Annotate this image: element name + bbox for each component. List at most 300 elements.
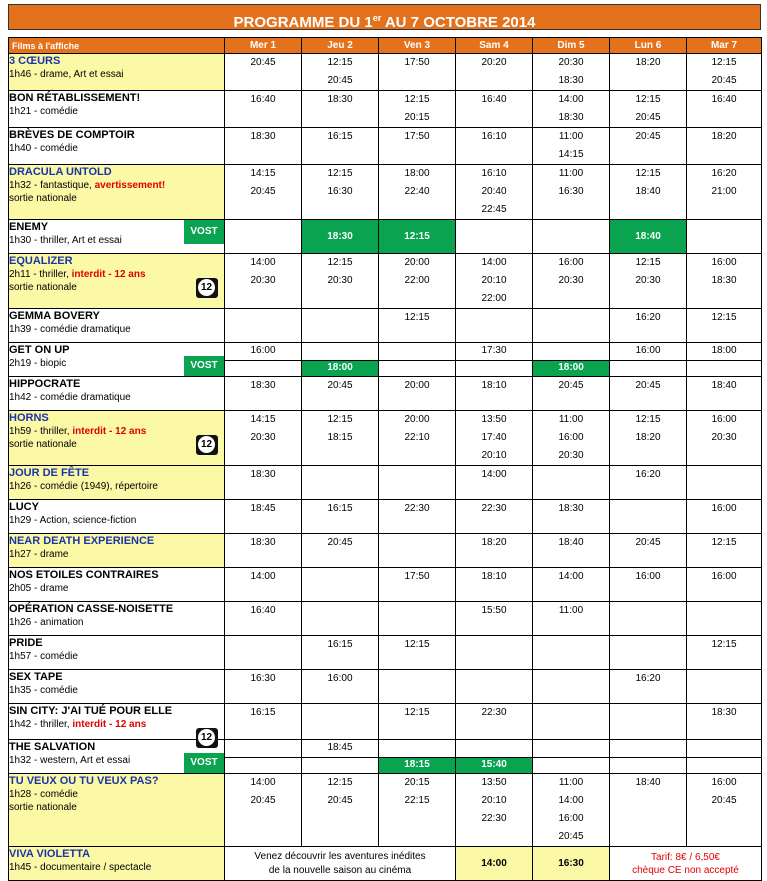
- showtime[interactable]: 12:15: [635, 414, 661, 425]
- film-row: [9, 602, 762, 636]
- showtime[interactable]: 18:00: [711, 345, 737, 357]
- showtime[interactable]: [379, 360, 455, 377]
- showtime[interactable]: 12:15: [635, 257, 661, 268]
- showtime-vost[interactable]: 18:00: [302, 360, 378, 377]
- showtime[interactable]: 11:00: [558, 131, 584, 142]
- showtime[interactable]: 20:10: [481, 450, 507, 461]
- showtime-vost[interactable]: 18:40: [610, 220, 687, 254]
- showtime[interactable]: 22:30: [481, 813, 507, 824]
- showtime[interactable]: 16:40: [250, 94, 276, 105]
- showtime[interactable]: 18:10: [481, 571, 507, 582]
- showtime[interactable]: 16:00: [635, 571, 661, 582]
- showtime[interactable]: 16:00: [327, 673, 353, 684]
- showtime[interactable]: 14:00: [481, 469, 507, 480]
- showtime[interactable]: 12:15: [327, 57, 353, 68]
- showtime[interactable]: 16:40: [250, 605, 276, 616]
- showtime[interactable]: 20:45: [711, 75, 737, 86]
- showtime[interactable]: 14:00: [456, 847, 533, 881]
- showtime[interactable]: [610, 740, 686, 757]
- showtime-cell: [225, 740, 302, 774]
- showtime-cell: [533, 636, 610, 670]
- showtime-cell: [456, 128, 533, 165]
- showtime[interactable]: 12:15: [635, 94, 661, 105]
- showtime-vost[interactable]: 18:30: [302, 220, 379, 254]
- showtime[interactable]: 20:45: [327, 537, 353, 548]
- header-day: Lun 6: [610, 38, 687, 54]
- showtime-vost[interactable]: 18:00: [533, 360, 609, 377]
- film-warning: interdit - 12 ans: [71, 269, 146, 280]
- showtime-cell: [379, 636, 456, 670]
- showtime[interactable]: 20:30: [558, 57, 584, 68]
- showtime[interactable]: 20:30: [558, 450, 584, 461]
- film-row: [9, 466, 762, 500]
- showtime-cell: [456, 670, 533, 704]
- showtime[interactable]: 12:15: [327, 168, 353, 179]
- showtime[interactable]: 20:45: [327, 380, 353, 391]
- showtime-cell: [456, 636, 533, 670]
- showtime[interactable]: 11:00: [558, 414, 584, 425]
- showtime[interactable]: 20:45: [558, 831, 584, 842]
- showtime[interactable]: 12:15: [404, 94, 430, 105]
- showtime[interactable]: 16:00: [250, 345, 276, 357]
- showtime[interactable]: 14:15: [250, 414, 276, 425]
- showtime-cell: [456, 411, 533, 466]
- film-title[interactable]: LUCY: [9, 501, 39, 513]
- showtime[interactable]: 16:15: [250, 707, 276, 718]
- showtime[interactable]: 18:30: [711, 275, 737, 286]
- film-row: [9, 500, 762, 534]
- film-cell: [9, 534, 225, 568]
- showtime[interactable]: 16:20: [711, 168, 737, 179]
- showtime[interactable]: 20:30: [250, 432, 276, 443]
- showtime[interactable]: [379, 343, 455, 360]
- showtime[interactable]: 16:20: [635, 673, 661, 684]
- showtime[interactable]: [687, 757, 761, 774]
- showtime[interactable]: 22:40: [404, 186, 430, 197]
- showtime[interactable]: 18:30: [558, 75, 584, 86]
- film-title[interactable]: SIN CITY: J'AI TUÉ POUR ELLE: [9, 705, 173, 717]
- showtime-cell: [533, 740, 610, 774]
- showtime-cell: [533, 774, 610, 847]
- showtime-cell: [533, 534, 610, 568]
- film-row: [9, 91, 762, 128]
- showtime[interactable]: [225, 740, 301, 757]
- showtime-cell: [687, 704, 762, 740]
- showtime[interactable]: 22:30: [404, 503, 430, 514]
- film-title[interactable]: JOUR DE FÊTE: [9, 467, 90, 479]
- showtime-cell: [379, 704, 456, 740]
- age-rating-icon: 12: [196, 278, 218, 298]
- showtime[interactable]: 20:45: [250, 57, 276, 68]
- showtime[interactable]: 14:15: [558, 149, 584, 160]
- showtime-vost[interactable]: 18:15: [379, 757, 455, 774]
- showtime[interactable]: 16:30: [327, 186, 353, 197]
- showtime[interactable]: 20:40: [481, 186, 507, 197]
- showtime[interactable]: [302, 343, 378, 360]
- showtime-cell: [456, 704, 533, 740]
- showtime-cell: [302, 309, 379, 343]
- header-day: Dim 5: [533, 38, 610, 54]
- film-title[interactable]: SEX TAPE: [9, 671, 63, 683]
- showtime[interactable]: [533, 343, 609, 360]
- showtime[interactable]: 20:00: [404, 257, 430, 268]
- showtime[interactable]: 16:15: [327, 639, 353, 650]
- showtime[interactable]: 16:00: [711, 503, 737, 514]
- showtime[interactable]: 16:30: [250, 673, 276, 684]
- showtime-cell: [302, 377, 379, 411]
- showtime[interactable]: 22:30: [481, 503, 507, 514]
- showtime-cell: [687, 377, 762, 411]
- showtime[interactable]: 12:15: [711, 57, 737, 68]
- promo-line: Venez découvrir les aventures inédites: [254, 850, 426, 862]
- showtime-cell: [302, 54, 379, 91]
- showtime-cell: [687, 602, 762, 636]
- showtime[interactable]: [225, 757, 301, 774]
- showtime[interactable]: 14:00: [250, 777, 276, 788]
- showtime[interactable]: 20:45: [635, 112, 661, 123]
- showtime[interactable]: 16:00: [558, 257, 584, 268]
- showtime[interactable]: 22:30: [481, 707, 507, 718]
- showtime[interactable]: 22:00: [404, 275, 430, 286]
- showtime[interactable]: [610, 360, 686, 377]
- showtime[interactable]: 14:00: [558, 795, 584, 806]
- film-title[interactable]: OPÉRATION CASSE-NOISETTE: [9, 603, 174, 615]
- showtime[interactable]: 18:20: [635, 432, 661, 443]
- showtime[interactable]: 15:50: [481, 605, 507, 616]
- showtime[interactable]: 22:45: [481, 204, 507, 215]
- showtime-cell: [610, 165, 687, 220]
- showtime-cell: [610, 91, 687, 128]
- showtime[interactable]: 16:40: [481, 94, 507, 105]
- showtime[interactable]: 20:45: [250, 795, 276, 806]
- showtime[interactable]: 18:15: [327, 432, 353, 443]
- showtime[interactable]: 18:20: [711, 131, 737, 142]
- showtime-cell: [456, 740, 533, 774]
- film-title[interactable]: 3 CŒURS: [9, 55, 61, 67]
- showtime[interactable]: 12:15: [327, 414, 353, 425]
- showtime[interactable]: 13:50: [481, 414, 507, 425]
- film-info: 1h40 - comédie: [9, 143, 78, 154]
- film-cell: [9, 500, 225, 534]
- film-info: 1h32 - fantastique, avertissement!: [9, 180, 166, 191]
- showtime[interactable]: [687, 360, 761, 377]
- film-cell: [9, 377, 225, 411]
- film-info: 1h57 - comédie: [9, 651, 78, 662]
- showtime[interactable]: 20:45: [635, 380, 661, 391]
- showtime-cell: [610, 740, 687, 774]
- showtime-cell: [533, 309, 610, 343]
- showtime[interactable]: 16:10: [481, 168, 507, 179]
- film-title[interactable]: HORNS: [9, 412, 49, 424]
- showtime[interactable]: 20:45: [711, 795, 737, 806]
- film-title[interactable]: BON RÉTABLISSEMENT!: [9, 92, 141, 104]
- showtime[interactable]: 16:00: [711, 414, 737, 425]
- showtime-cell: [379, 254, 456, 309]
- showtime[interactable]: 18:20: [635, 57, 661, 68]
- showtime-cell: [533, 128, 610, 165]
- showtime-cell: [225, 220, 302, 254]
- film-row: [9, 740, 762, 774]
- showtime[interactable]: 20:30: [558, 275, 584, 286]
- showtime[interactable]: [379, 740, 455, 757]
- showtime[interactable]: 13:50: [481, 777, 507, 788]
- showtime[interactable]: 12:15: [404, 312, 430, 323]
- film-title[interactable]: ENEMY: [9, 221, 49, 233]
- showtime[interactable]: 16:15: [327, 503, 353, 514]
- showtime[interactable]: 20:15: [404, 112, 430, 123]
- showtime-cell: [225, 774, 302, 847]
- showtime-cell: [225, 602, 302, 636]
- showtime-cell: [610, 704, 687, 740]
- showtime[interactable]: 20:30: [711, 432, 737, 443]
- showtime-cell: [533, 568, 610, 602]
- showtime-cell: [379, 670, 456, 704]
- showtime-cell: [533, 377, 610, 411]
- showtime[interactable]: 18:30: [250, 380, 276, 391]
- showtime[interactable]: 12:15: [404, 707, 430, 718]
- showtime-cell: [610, 54, 687, 91]
- showtime[interactable]: 20:30: [250, 275, 276, 286]
- showtime[interactable]: 16:30: [533, 847, 610, 881]
- film-cell: [9, 309, 225, 343]
- showtime[interactable]: 20:00: [404, 414, 430, 425]
- film-cell: [9, 568, 225, 602]
- film-info: 2h05 - drame: [9, 583, 69, 594]
- showtime-cell: [225, 254, 302, 309]
- showtime[interactable]: 12:15: [711, 537, 737, 548]
- showtime-cell: [610, 466, 687, 500]
- showtime-cell: [610, 636, 687, 670]
- showtime[interactable]: 18:30: [327, 94, 353, 105]
- showtime-cell: [379, 774, 456, 847]
- showtime[interactable]: 16:00: [558, 813, 584, 824]
- showtime[interactable]: 22:15: [404, 795, 430, 806]
- showtime-cell: [687, 740, 762, 774]
- showtime[interactable]: 18:30: [250, 537, 276, 548]
- showtime-cell: [302, 670, 379, 704]
- showtime-cell: [687, 220, 762, 254]
- showtime-cell: [456, 165, 533, 220]
- showtime-cell: [610, 254, 687, 309]
- film-title[interactable]: GET ON UP: [9, 344, 70, 356]
- film-title[interactable]: PRIDE: [9, 637, 43, 649]
- showtime[interactable]: 14:00: [558, 571, 584, 582]
- showtime-cell: [610, 534, 687, 568]
- showtime[interactable]: 14:00: [558, 94, 584, 105]
- showtime[interactable]: 20:00: [404, 380, 430, 391]
- showtime[interactable]: 18:30: [558, 112, 584, 123]
- showtime[interactable]: 12:15: [327, 777, 353, 788]
- film-info: 2h11 - thriller, interdit - 12 ans: [9, 269, 146, 280]
- film-title[interactable]: BRÈVES DE COMPTOIR: [9, 129, 135, 141]
- showtime[interactable]: 20:45: [327, 75, 353, 86]
- showtime-cell: [225, 411, 302, 466]
- vost-badge: VOST: [184, 356, 224, 376]
- showtime-cell: [687, 534, 762, 568]
- film-title[interactable]: HIPPOCRATE: [9, 378, 81, 390]
- showtime[interactable]: 18:00: [404, 168, 430, 179]
- film-warning: interdit - 12 ans: [72, 719, 147, 730]
- tarif-line: Tarif: 8€ / 6,50€: [651, 851, 720, 863]
- showtime[interactable]: 17:50: [404, 57, 430, 68]
- showtime[interactable]: 16:00: [635, 345, 661, 357]
- film-info: 1h26 - animation: [9, 617, 84, 628]
- showtime[interactable]: 16:10: [481, 131, 507, 142]
- showtime[interactable]: [610, 757, 686, 774]
- showtime[interactable]: [687, 740, 761, 757]
- film-row: [9, 309, 762, 343]
- showtime[interactable]: 20:45: [635, 131, 661, 142]
- film-info: 1h45 - documentaire / spectacle: [9, 862, 152, 873]
- showtime[interactable]: 12:15: [327, 257, 353, 268]
- showtime[interactable]: 20:30: [635, 275, 661, 286]
- film-info: 2h19 - biopic: [9, 358, 67, 369]
- showtime-cell: [687, 774, 762, 847]
- showtime-cell: [302, 602, 379, 636]
- showtime-cell: [687, 568, 762, 602]
- showtime[interactable]: 20:10: [481, 795, 507, 806]
- showtime[interactable]: 20:10: [481, 275, 507, 286]
- showtime[interactable]: 18:30: [558, 503, 584, 514]
- film-title[interactable]: VIVA VIOLETTA: [9, 848, 91, 860]
- showtime[interactable]: 12:15: [711, 312, 737, 323]
- showtime[interactable]: 22:00: [481, 293, 507, 304]
- film-title[interactable]: THE SALVATION: [9, 741, 96, 753]
- showtime[interactable]: [533, 757, 609, 774]
- showtime[interactable]: 18:30: [250, 469, 276, 480]
- showtime[interactable]: 16:00: [711, 257, 737, 268]
- showtime[interactable]: 17:40: [481, 432, 507, 443]
- showtime[interactable]: 18:20: [481, 537, 507, 548]
- showtime-vost[interactable]: 12:15: [379, 220, 456, 254]
- showtime[interactable]: 14:15: [250, 168, 276, 179]
- header-row: [9, 38, 762, 54]
- showtime[interactable]: [456, 360, 532, 377]
- showtime[interactable]: 17:50: [404, 571, 430, 582]
- showtime[interactable]: 11:00: [558, 605, 584, 616]
- showtime[interactable]: 14:00: [481, 257, 507, 268]
- film-title[interactable]: NOS ETOILES CONTRAIRES: [9, 569, 159, 581]
- showtime-cell: [302, 165, 379, 220]
- film-title[interactable]: NEAR DEATH EXPERIENCE: [9, 535, 155, 547]
- showtime[interactable]: 16:00: [711, 777, 737, 788]
- showtime-cell: [533, 165, 610, 220]
- showtime[interactable]: 20:45: [635, 537, 661, 548]
- showtime[interactable]: 12:15: [711, 639, 737, 650]
- showtime-cell: [225, 128, 302, 165]
- film-info: 1h30 - thriller, Art et essai: [9, 235, 122, 246]
- showtime-cell: [302, 568, 379, 602]
- film-row: [9, 128, 762, 165]
- showtime[interactable]: 22:10: [404, 432, 430, 443]
- showtime[interactable]: 18:45: [327, 742, 353, 754]
- showtime[interactable]: 18:40: [635, 186, 661, 197]
- showtime-cell: [456, 568, 533, 602]
- showtime-cell: [456, 254, 533, 309]
- showtime[interactable]: 20:15: [404, 777, 430, 788]
- header-day: Ven 3: [379, 38, 456, 54]
- showtime[interactable]: 17:50: [404, 131, 430, 142]
- film-info: 1h42 - thriller, interdit - 12 ans: [9, 719, 147, 730]
- showtime[interactable]: 16:40: [711, 94, 737, 105]
- showtime[interactable]: 14:00: [250, 257, 276, 268]
- showtime[interactable]: 20:20: [481, 57, 507, 68]
- showtime[interactable]: [456, 740, 532, 757]
- showtime-cell: [379, 377, 456, 411]
- showtime[interactable]: [302, 757, 378, 774]
- showtime[interactable]: 12:15: [404, 639, 430, 650]
- showtime-cell: [687, 411, 762, 466]
- showtime-cell: [610, 411, 687, 466]
- showtime[interactable]: 18:40: [635, 777, 661, 788]
- film-warning: avertissement!: [94, 180, 166, 191]
- film-title[interactable]: TU VEUX OU TU VEUX PAS?: [9, 775, 159, 787]
- showtime[interactable]: [225, 360, 301, 377]
- tarif-line: chèque CE non accepté: [632, 864, 739, 876]
- showtime[interactable]: 16:20: [635, 312, 661, 323]
- showtime-cell: [302, 704, 379, 740]
- showtime-cell: [379, 309, 456, 343]
- showtime-cell: [225, 309, 302, 343]
- vost-badge: VOST: [184, 753, 224, 773]
- showtime[interactable]: 16:15: [327, 131, 353, 142]
- showtime[interactable]: 12:15: [635, 168, 661, 179]
- showtime-cell: [456, 602, 533, 636]
- showtime-cell: [456, 343, 533, 377]
- showtime[interactable]: 18:10: [481, 380, 507, 391]
- showtime-cell: [687, 343, 762, 377]
- showtime-cell: [533, 411, 610, 466]
- film-title[interactable]: DRACULA UNTOLD: [9, 166, 112, 178]
- showtime[interactable]: 14:00: [250, 571, 276, 582]
- showtime-cell: [225, 568, 302, 602]
- showtime[interactable]: 16:30: [558, 186, 584, 197]
- showtime[interactable]: 17:30: [481, 345, 507, 357]
- showtime-cell: [456, 91, 533, 128]
- film-row: [9, 343, 762, 377]
- showtime[interactable]: 16:00: [558, 432, 584, 443]
- film-release: sortie nationale: [9, 193, 77, 204]
- showtime[interactable]: 18:30: [250, 131, 276, 142]
- showtime[interactable]: 16:00: [711, 571, 737, 582]
- showtime[interactable]: 11:00: [558, 168, 584, 179]
- showtime[interactable]: 18:45: [250, 503, 276, 514]
- showtime[interactable]: 18:40: [711, 380, 737, 391]
- showtime[interactable]: 20:45: [327, 795, 353, 806]
- showtime[interactable]: 18:30: [711, 707, 737, 718]
- showtime[interactable]: 18:40: [558, 537, 584, 548]
- film-cell: [9, 128, 225, 165]
- film-info: 1h46 - drame, Art et essai: [9, 69, 124, 80]
- showtime[interactable]: 16:20: [635, 469, 661, 480]
- showtime[interactable]: 21:00: [711, 186, 737, 197]
- film-title[interactable]: GEMMA BOVERY: [9, 310, 100, 322]
- showtime[interactable]: 20:45: [250, 186, 276, 197]
- showtime[interactable]: 11:00: [558, 777, 584, 788]
- showtime-cell: [379, 568, 456, 602]
- showtime[interactable]: 20:30: [327, 275, 353, 286]
- film-row: [9, 670, 762, 704]
- showtime-vost[interactable]: 15:40: [456, 757, 532, 774]
- showtime[interactable]: 20:45: [558, 380, 584, 391]
- film-title[interactable]: EQUALIZER: [9, 255, 73, 267]
- showtime[interactable]: [533, 740, 609, 757]
- showtime-cell: [379, 343, 456, 377]
- showtime-cell: [533, 220, 610, 254]
- showtime-cell: [225, 534, 302, 568]
- showtime-cell: [533, 54, 610, 91]
- showtime-cell: [302, 740, 379, 774]
